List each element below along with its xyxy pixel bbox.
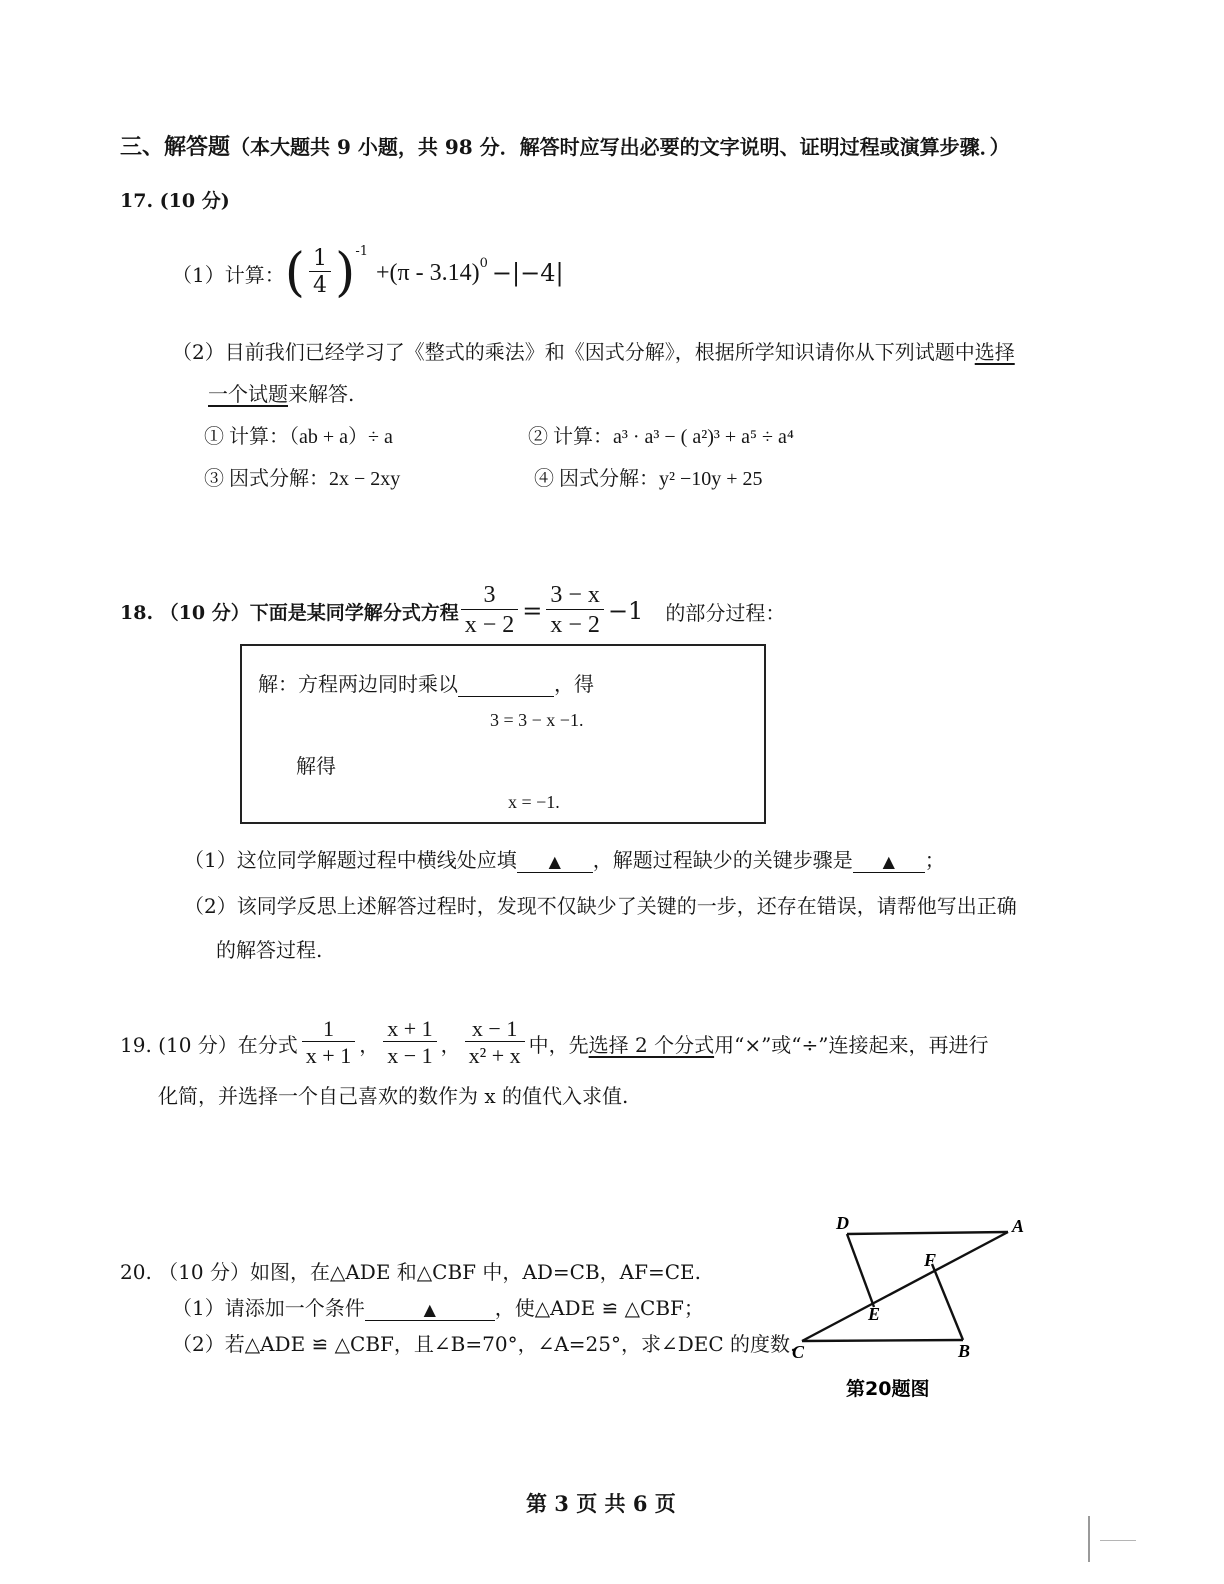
q18-sub1: （1）这位同学解题过程中横线处应填 ▲ ，解题过程缺少的关键步骤是 ▲ ； [184, 848, 945, 872]
q18-frac1: $\frac{3}{x - 2}$ [461, 582, 519, 641]
segment-BF [932, 1264, 963, 1340]
q17-option-1: ① 计算：（ab + a）÷ a [204, 426, 393, 448]
section-header [120, 130, 1010, 161]
q17-option-3: ③ 因式分解：2x − 2xy [204, 468, 401, 490]
q17-part2-line2: 一个试题来解答. [208, 382, 355, 406]
q18-box-line4: x = −1. [508, 792, 560, 812]
q17-exp2: 0 [479, 255, 488, 271]
q17-part1 [172, 238, 564, 308]
q17-exp1: -1 [355, 243, 368, 259]
label-E: E [868, 1304, 881, 1324]
label-C: C [792, 1342, 805, 1362]
segment-DA [847, 1232, 1008, 1234]
q17-header: 17. (10 分) [120, 190, 230, 212]
q18-sub2-line1: （2）该同学反思上述解答过程时，发现不仅缺少了关键的一步，还存在错误，请帮他写出正确 [184, 894, 1017, 918]
q18-box-blank [458, 672, 554, 697]
q17-mid: +(π - 3.14) [376, 259, 480, 286]
q17-underline-one: 一个试题 [208, 382, 288, 406]
segment-DE [847, 1234, 874, 1307]
q18-answer-blank-2: ▲ [853, 848, 925, 873]
q18-frac2: $\frac{3 - x}{x - 2}$ [546, 582, 604, 641]
scan-mark-horizontal [1100, 1540, 1136, 1541]
q19-frac-3: $\frac{x - 1}{\text{x² + x}}$ [465, 1016, 525, 1070]
section-title: 三、解答题 [120, 134, 231, 160]
section-subtitle: （本大题共 9 小题，共 98 分．解答时应写出必要的文字说明、证明过程或演算步骤．） [230, 135, 1010, 159]
q17-part2-line1: （2）目前我们已经学习了《整式的乘法》和《因式分解》，根据所学知识请你从下列试题中选择 [172, 340, 1015, 364]
q18-box-line3: 解得 [296, 754, 336, 778]
paren-close: ) [335, 243, 356, 303]
q20-sub2: （2）若△ADE ≌ △CBF，且∠B=70°，∠A=25°，求∠DEC 的度数. [172, 1332, 797, 1356]
label-D: D [836, 1213, 849, 1233]
q18-box-line2: 3 = 3 − x −1. [490, 710, 584, 730]
q19-frac-2: $\frac{x + 1}{x - 1}$ [383, 1016, 436, 1070]
q18-box-line1: 解：方程两边同时乘以 ，得 [258, 672, 594, 696]
page-footer: 第 3 页 共 6 页 [526, 1491, 676, 1516]
q17-part1-label: （1）计算： [172, 262, 285, 287]
paren-open: ( [284, 243, 306, 303]
q19-line1: 19. (10 分）在分式 $\frac{1}{x + 1}$ ， $\frac{x + 1}{x - 1}$ ， $\frac{x - 1}{\text{x² + x}}$ 中，先 选择 2 个分式 用“×”或“÷”连接起来，再进行 [120, 1016, 989, 1069]
q19-line2: 化简，并选择一个自己喜欢的数作为 x 的值代入求值. [158, 1084, 629, 1108]
q20-line1: 20. （10 分）如图，在△ADE 和△CBF 中，AD=CB，AF=CE. [120, 1260, 701, 1284]
q18-header: 18. （10 分）下面是某同学解分式方程 $\frac{3}{x - 2}$ = $\frac{3 - x}{x - 2}$ −1 的部分过程： [120, 581, 786, 639]
q17-fraction: $\frac{1}{4}$ [309, 246, 331, 300]
figure-caption: 第20题图 [846, 1378, 930, 1400]
segment-CB [802, 1340, 963, 1341]
q17-option-2: ② 计算：a³ · a³ − ( a²)³ + a⁵ ÷ a⁴ [528, 426, 794, 448]
q18-answer-blank-1: ▲ [517, 848, 593, 873]
label-F: F [924, 1250, 937, 1270]
label-A: A [1012, 1216, 1025, 1236]
q19-underline: 选择 2 个分式 [588, 1032, 715, 1057]
q20-answer-blank: ▲ [365, 1296, 495, 1321]
q17-tail: −|−4| [491, 259, 564, 287]
scan-mark-vertical [1088, 1516, 1090, 1562]
q17-underline-select: 选择 [974, 340, 1015, 364]
q19-frac-1: $\frac{1}{x + 1}$ [302, 1016, 355, 1070]
q18-sub2-line2: 的解答过程. [216, 938, 323, 962]
q20-sub1: （1）请添加一个条件 ▲ ，使△ADE ≌ △CBF； [172, 1296, 704, 1320]
label-B: B [958, 1341, 971, 1361]
figure-lines [802, 1232, 1008, 1341]
q17-option-4: ④ 因式分解：y² −10y + 25 [534, 468, 763, 490]
segment-AC [802, 1232, 1008, 1341]
q20-figure [780, 1200, 1040, 1410]
